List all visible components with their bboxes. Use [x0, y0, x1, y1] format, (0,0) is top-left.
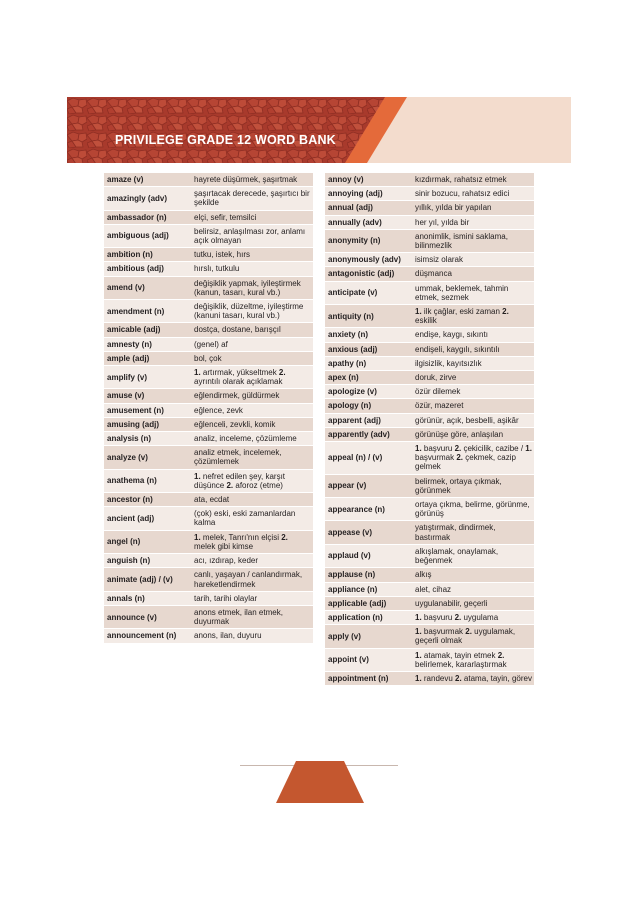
- entry-definition: anons, ilan, duyuru: [194, 631, 262, 641]
- entry-word: appointment (n): [328, 673, 389, 683]
- entry-word: annoying (adj): [328, 189, 383, 199]
- entry-definition: analiz etmek, incelemek, çözümlemek: [194, 448, 282, 467]
- word-entry: [325, 672, 534, 686]
- entry-word: amuse (v): [107, 391, 145, 401]
- word-list-right: [325, 173, 534, 686]
- entry-definition: yıllık, yılda bir yapılan: [415, 203, 492, 213]
- word-entry: [104, 470, 313, 493]
- word-entry: [325, 428, 534, 442]
- word-entry: [325, 625, 534, 648]
- entry-word: amnesty (n): [107, 339, 152, 349]
- entry-definition: alkış: [415, 570, 432, 580]
- word-entry: [104, 173, 313, 187]
- word-entry: [104, 338, 313, 352]
- entry-definition: yatıştırmak, dindirmek, bastırmak: [415, 523, 496, 542]
- entry-word: annually (adv): [328, 217, 382, 227]
- entry-definition: isimsiz olarak: [415, 255, 464, 265]
- entry-definition: tutku, istek, hırs: [194, 250, 251, 260]
- word-entry: [325, 385, 534, 399]
- page-title: PRIVILEGE GRADE 12 WORD BANK: [115, 133, 336, 147]
- entry-word: animate (adj) / (v): [107, 574, 173, 584]
- entry-definition: değişiklik, düzeltme, iyileştirme (kanuni tasarı, kural vb.): [194, 302, 304, 321]
- entry-word: ambitious (adj): [107, 264, 164, 274]
- word-entry: [325, 583, 534, 597]
- entry-word: anonymously (adv): [328, 255, 401, 265]
- entry-definition: 1. atamak, tayin etmek 2. belirlemek, kararlaştırmak: [415, 650, 507, 669]
- word-entry: [325, 305, 534, 328]
- entry-definition: endişeli, kaygılı, sıkıntılı: [415, 344, 500, 354]
- entry-word: appear (v): [328, 481, 367, 491]
- word-entry: [325, 187, 534, 201]
- banner-graphic: [67, 97, 571, 163]
- entry-definition: ata, ecdat: [194, 495, 230, 505]
- entry-definition: 1. başvurmak 2. uygulamak, geçerli olmak: [415, 627, 516, 646]
- entry-word: applicable (adj): [328, 598, 387, 608]
- entry-definition: 1. nefret edilen şey, karşıt düşünce 2. aforoz (etme): [194, 471, 286, 490]
- word-entry: [104, 277, 313, 300]
- entry-word: amusement (n): [107, 405, 164, 415]
- entry-word: applause (n): [328, 570, 376, 580]
- word-entry: [104, 568, 313, 591]
- entry-word: apparently (adv): [328, 429, 390, 439]
- entry-word: analyze (v): [107, 452, 148, 462]
- entry-definition: değişiklik yapmak, iyileştirmek (kanun, tasarı, kural vb.): [194, 278, 301, 297]
- word-entry: [325, 498, 534, 521]
- entry-definition: 1. melek, Tanrı'nın elçisi 2. melek gibi kimse: [194, 532, 288, 551]
- entry-word: apparent (adj): [328, 415, 381, 425]
- entry-definition: düşmanca: [415, 269, 452, 279]
- entry-word: anxiety (n): [328, 330, 369, 340]
- entry-definition: (genel) af: [194, 339, 228, 349]
- entry-definition: (çok) eski, eski zamanlardan kalma: [194, 509, 296, 528]
- word-entry: [104, 248, 313, 262]
- entry-definition: anons etmek, ilan etmek, duyurmak: [194, 607, 283, 627]
- word-entry: [104, 187, 313, 210]
- word-entry: [325, 649, 534, 672]
- word-entry: [325, 253, 534, 267]
- entry-word: ambition (n): [107, 250, 153, 260]
- word-entry: [104, 418, 313, 432]
- word-entry: [104, 592, 313, 606]
- entry-word: appliance (n): [328, 584, 378, 594]
- word-entry: [104, 211, 313, 225]
- word-entry: [104, 493, 313, 507]
- entry-definition: hırslı, tutkulu: [194, 264, 240, 274]
- entry-word: apologize (v): [328, 387, 377, 397]
- entry-word: ambassador (n): [107, 212, 167, 222]
- entry-definition: 1. başvuru 2. uygulama: [415, 612, 499, 622]
- entry-definition: hayrete düşürmek, şaşırtmak: [194, 175, 298, 184]
- word-entry: [104, 432, 313, 446]
- entry-word: anathema (n): [107, 476, 157, 486]
- entry-word: ample (adj): [107, 353, 150, 363]
- entry-definition: anonimlik, ismini saklama, bilinmezlik: [415, 231, 508, 251]
- entry-word: ancestor (n): [107, 495, 153, 505]
- word-entry: [325, 371, 534, 385]
- entry-definition: belirsiz, anlaşılması zor, anlamı açık olmayan: [194, 226, 306, 246]
- entry-word: amendment (n): [107, 306, 165, 316]
- word-entry: [325, 282, 534, 305]
- entry-definition: ummak, beklemek, tahmin etmek, sezmek: [415, 283, 509, 302]
- entry-definition: alkışlamak, onaylamak, beğenmek: [415, 546, 499, 566]
- entry-definition: ilgisizlik, kayıtsızlık: [415, 358, 482, 368]
- entry-word: analysis (n): [107, 434, 152, 444]
- word-entry: [325, 343, 534, 357]
- word-entry: [104, 389, 313, 403]
- entry-definition: özür, mazeret: [415, 401, 464, 411]
- entry-word: appoint (v): [328, 655, 369, 665]
- entry-word: ambiguous (adj): [107, 231, 169, 241]
- word-entry: [325, 201, 534, 215]
- word-entry: [325, 414, 534, 428]
- entry-definition: eğlenceli, zevkli, komik: [194, 419, 276, 429]
- entry-definition: özür dilemek: [415, 387, 461, 397]
- entry-word: announce (v): [107, 612, 157, 622]
- entry-word: appearance (n): [328, 504, 385, 514]
- entry-definition: 1. başvuru 2. çekicilik, cazibe / 1. başvurmak 2. çekmek, cazip gelmek: [415, 444, 532, 472]
- entry-definition: ortaya çıkma, belirme, görünme, görünüş: [415, 500, 530, 519]
- word-entry: [104, 262, 313, 276]
- word-entry: [325, 328, 534, 342]
- word-entry: [325, 267, 534, 281]
- entry-word: appeal (n) / (v): [328, 453, 383, 463]
- word-entry: [104, 352, 313, 366]
- entry-word: amplify (v): [107, 372, 148, 382]
- entry-word: anticipate (v): [328, 288, 378, 298]
- word-entry: [104, 554, 313, 568]
- word-entry: [325, 545, 534, 568]
- word-entry: [325, 442, 534, 475]
- entry-word: antagonistic (adj): [328, 269, 395, 279]
- word-entry: [325, 611, 534, 625]
- entry-word: anonymity (n): [328, 236, 381, 246]
- word-entry: [325, 475, 534, 498]
- entry-definition: dostça, dostane, barışçıl: [194, 325, 281, 335]
- footer-trapezoid: [276, 761, 364, 803]
- entry-word: apex (n): [328, 373, 359, 383]
- entry-definition: belirmek, ortaya çıkmak, görünmek: [415, 476, 502, 495]
- entry-definition: 1. artırmak, yükseltmek 2. ayrıntılı olarak açıklamak: [194, 368, 286, 387]
- entry-definition: elçi, sefir, temsilci: [194, 212, 257, 222]
- entry-word: annals (n): [107, 593, 145, 603]
- entry-word: anguish (n): [107, 556, 151, 566]
- word-entry: [325, 230, 534, 253]
- entry-word: antiquity (n): [328, 311, 374, 321]
- entry-definition: tarih, tarihi olaylar: [194, 593, 258, 603]
- entry-definition: bol, çok: [194, 353, 222, 363]
- entry-definition: 1. ilk çağlar, eski zaman 2. eskilik: [415, 307, 509, 326]
- entry-word: amazingly (adv): [107, 193, 168, 203]
- word-entry: [325, 597, 534, 611]
- word-entry: [104, 366, 313, 389]
- word-entry: [104, 629, 313, 643]
- word-entry: [104, 507, 313, 530]
- entry-definition: şaşırtacak derecede, şaşırtıcı bir şekilde: [194, 189, 310, 208]
- entry-definition: sinir bozucu, rahatsız edici: [415, 189, 510, 199]
- entry-definition: kızdırmak, rahatsız etmek: [415, 175, 507, 184]
- word-entry: [325, 521, 534, 544]
- entry-definition: acı, ızdırap, keder: [194, 556, 259, 566]
- entry-word: ancient (adj): [107, 513, 155, 523]
- entry-definition: görünüşe göre, anlaşılan: [415, 429, 504, 439]
- word-entry: [325, 357, 534, 371]
- word-entry: [104, 404, 313, 418]
- word-entry: [104, 225, 313, 248]
- entry-word: amusing (adj): [107, 419, 160, 429]
- entry-definition: canlı, yaşayan / canlandırmak, hareketlendirmek: [194, 570, 303, 589]
- word-entry: [104, 323, 313, 337]
- entry-definition: endişe, kaygı, sıkıntı: [415, 330, 488, 340]
- entry-definition: eğlence, zevk: [194, 405, 243, 415]
- entry-definition: analiz, inceleme, çözümleme: [194, 434, 297, 444]
- entry-definition: alet, cihaz: [415, 584, 452, 594]
- entry-word: apology (n): [328, 401, 372, 411]
- word-entry: [325, 216, 534, 230]
- entry-word: applaud (v): [328, 551, 371, 561]
- entry-definition: görünür, açık, besbelli, aşikâr: [415, 415, 519, 425]
- word-entry: [104, 531, 313, 554]
- word-entry: [325, 568, 534, 582]
- entry-word: apathy (n): [328, 358, 367, 368]
- entry-definition: doruk, zirve: [415, 373, 457, 383]
- entry-word: apply (v): [328, 631, 361, 641]
- entry-definition: 1. randevu 2. atama, tayin, görev: [415, 673, 532, 683]
- entry-definition: uygulanabilir, geçerli: [415, 598, 488, 608]
- word-entry: [325, 399, 534, 413]
- entry-word: amaze (v): [107, 175, 144, 184]
- word-entry: [104, 606, 313, 629]
- entry-word: amend (v): [107, 283, 145, 293]
- entry-word: application (n): [328, 612, 383, 622]
- header-banner: [67, 97, 571, 163]
- entry-word: amicable (adj): [107, 325, 161, 335]
- word-entry: [325, 173, 534, 187]
- entry-word: annual (adj): [328, 203, 373, 213]
- entry-definition: her yıl, yılda bir: [415, 217, 470, 227]
- word-entry: [104, 446, 313, 469]
- entry-word: appease (v): [328, 528, 373, 538]
- entry-word: anxious (adj): [328, 344, 378, 354]
- entry-word: angel (n): [107, 537, 141, 547]
- entry-definition: eğlendirmek, güldürmek: [194, 391, 280, 401]
- word-list-left: [104, 173, 313, 644]
- entry-word: announcement (n): [107, 631, 177, 641]
- entry-word: annoy (v): [328, 175, 364, 184]
- word-entry: [104, 300, 313, 323]
